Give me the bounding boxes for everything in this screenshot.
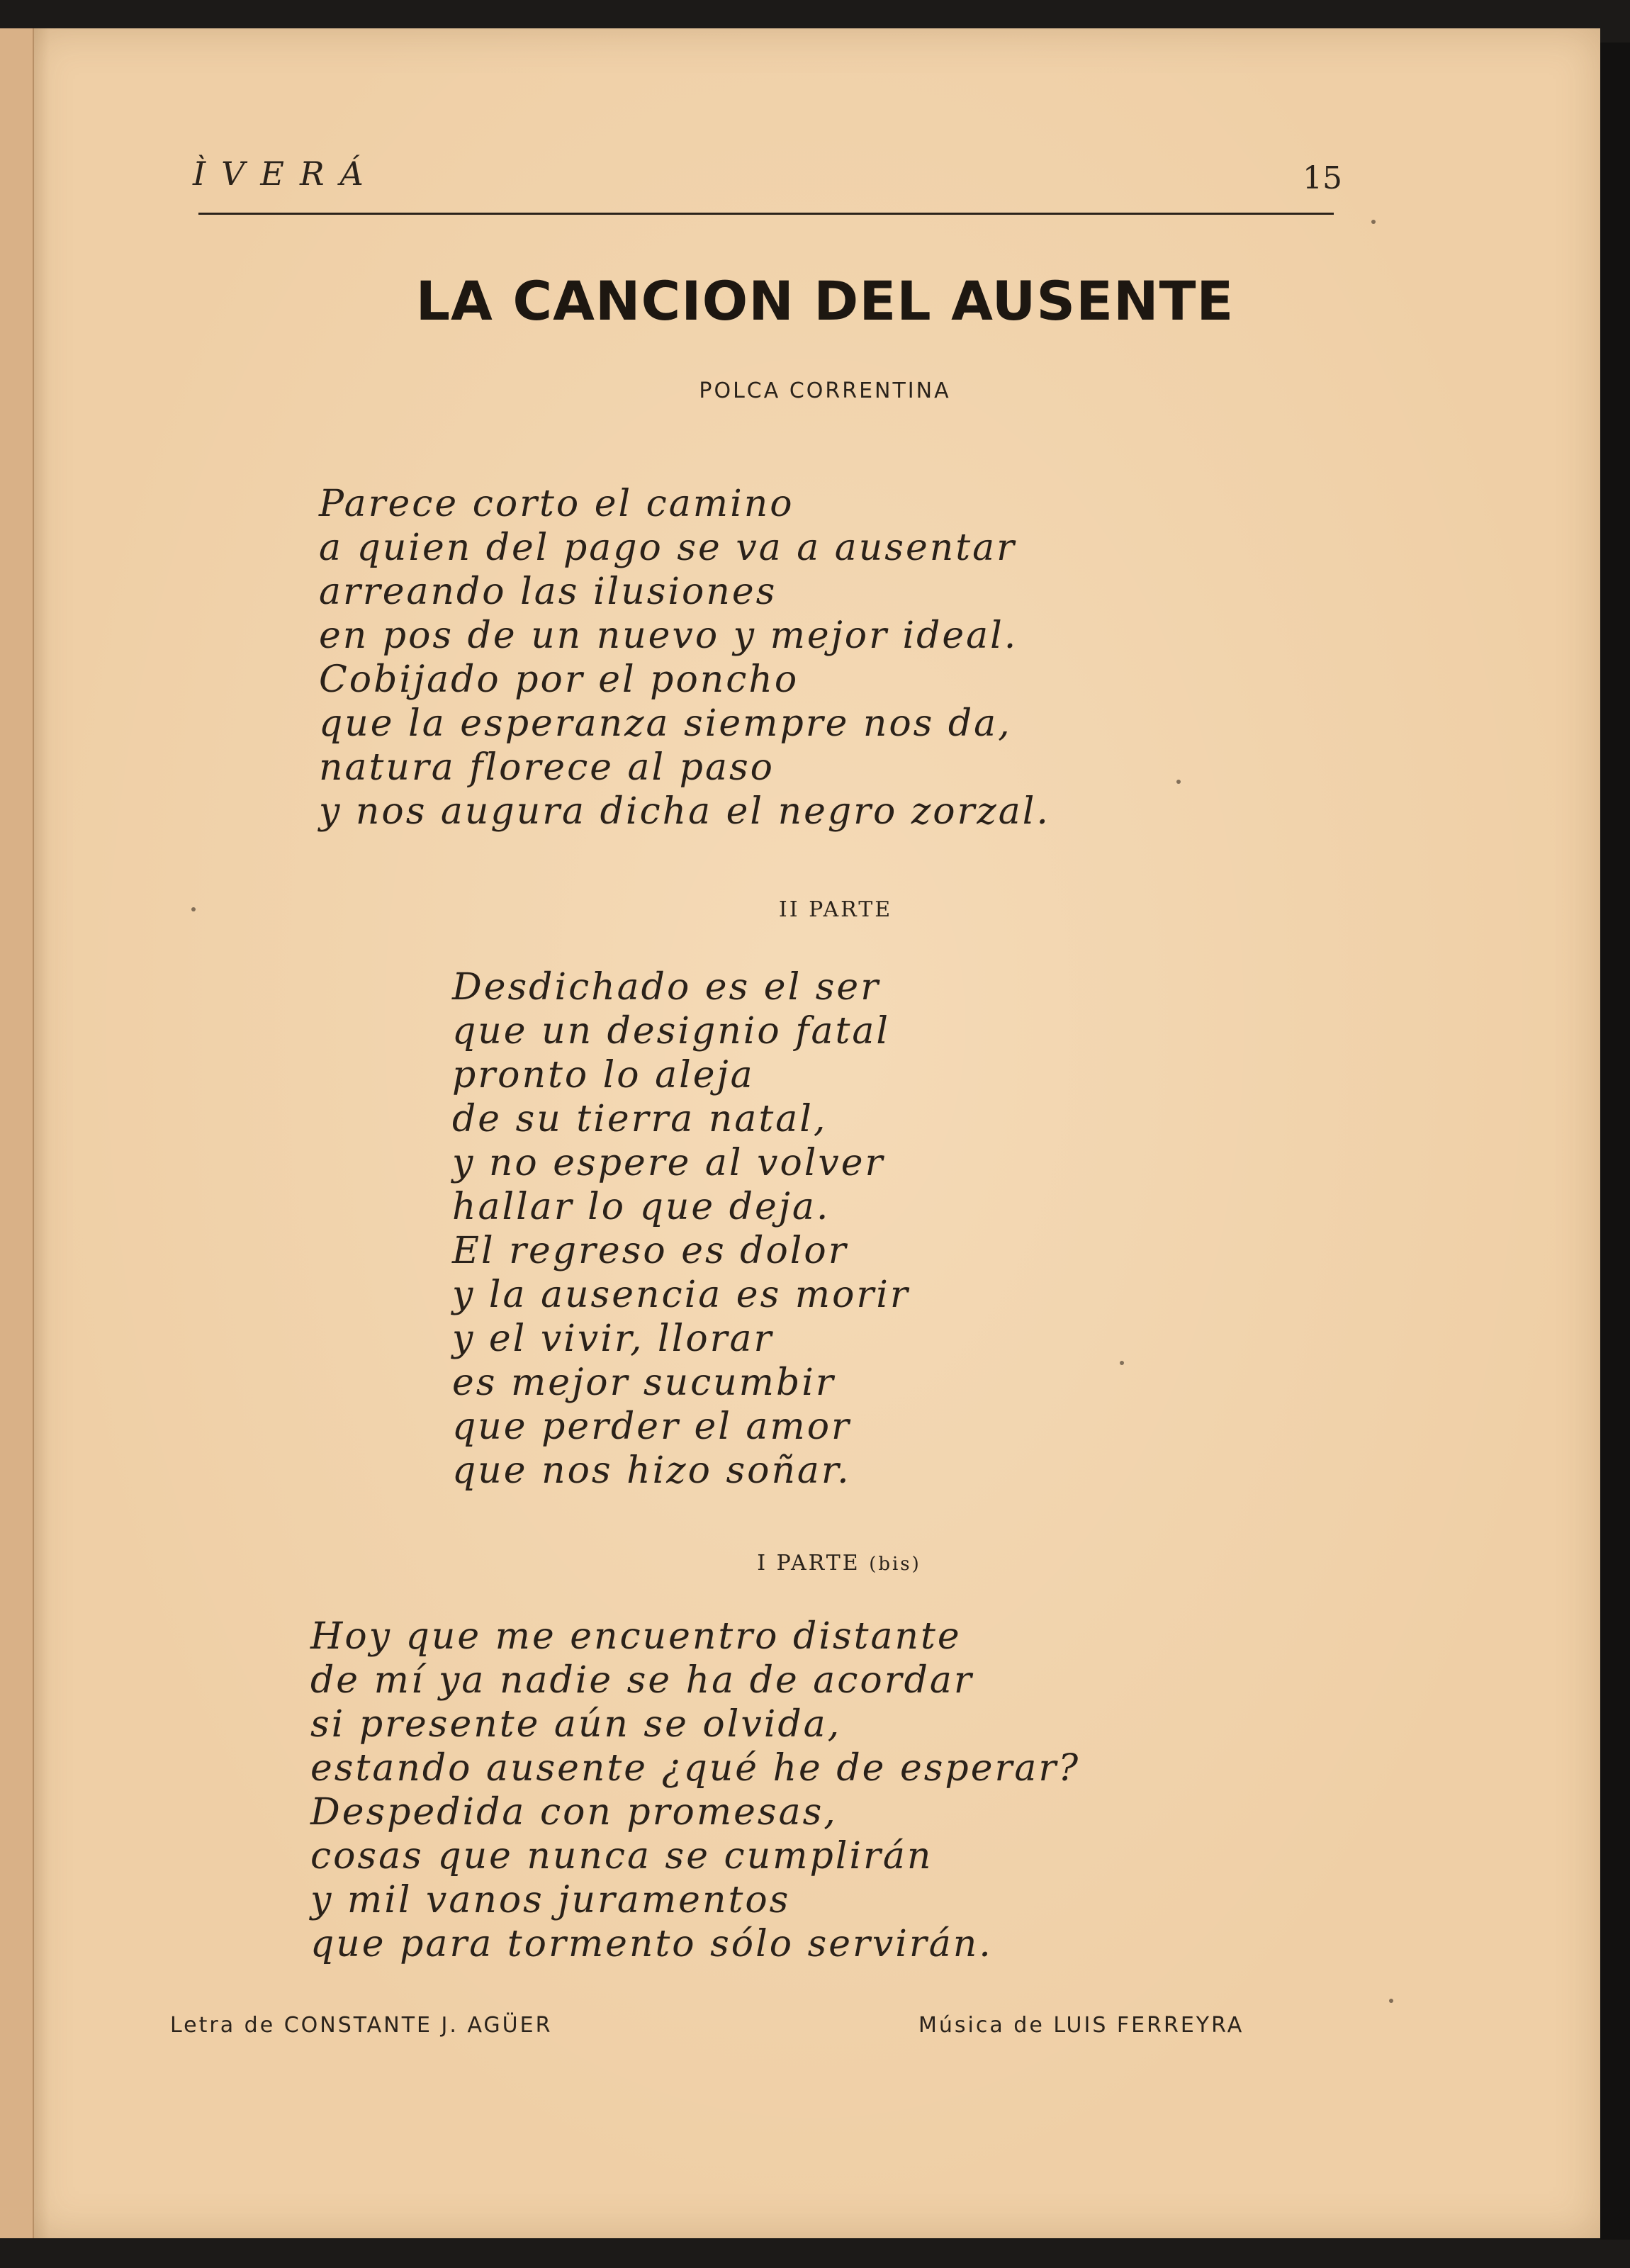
verse-line: y no espere al volver [452,1142,885,1184]
section-label-suffix: (bis) [869,1554,921,1575]
song-title: LA CANCION DEL AUSENTE [415,269,1235,332]
paper-speck [1120,1361,1124,1365]
paper-speck [191,907,196,911]
stanza-part-1 [319,482,1050,833]
verse-line: hallar lo que deja. [452,1186,831,1228]
verse-line: que nos hizo soñar. [452,1449,851,1492]
paper-speck [1389,1999,1393,2003]
verse-line: y el vivir, llorar [452,1318,774,1360]
verse-line: Parece corto el camino [319,483,794,525]
running-head: ÌVERÁ [193,155,379,193]
verse-line: que perder el amor [452,1405,851,1448]
stanza-part-3 [310,1615,1080,1966]
paper-speck [1371,220,1376,224]
verse-line: cosas que nunca se cumplirán [310,1835,933,1877]
header-rule [198,213,1334,215]
page-number: 15 [1303,160,1342,196]
verse-line: de mí ya nadie se ha de acordar [310,1659,974,1702]
verse-line: pronto lo aleja [452,1054,755,1096]
lyrics-credit: Letra de CONSTANTE J. AGÜER [170,2013,553,2038]
paper-speck [1176,780,1181,784]
verse-line: arreando las ilusiones [319,571,777,613]
verse-line: y mil vanos juramentos [310,1879,791,1921]
verse-line: Hoy que me encuentro distante [310,1615,962,1658]
binding-spine [0,28,34,2238]
verse-line: a quien del pago se va a ausentar [319,527,1016,569]
verse-line: El regreso es dolor [452,1230,848,1272]
music-credit: Música de LUIS FERREYRA [918,2013,1244,2038]
verse-line: en pos de un nuevo y mejor ideal. [319,614,1018,657]
verse-line: y la ausencia es morir [452,1274,910,1316]
verse-line: que un designio fatal [452,1010,890,1052]
verse-line: Despedida con promesas, [310,1791,838,1834]
verse-line: Cobijado por el poncho [319,658,799,701]
verse-line: estando ausente ¿qué he de esperar? [310,1747,1081,1790]
song-subtitle: POLCA CORRENTINA [699,378,951,403]
section-label-part-2: II PARTE [778,897,893,922]
verse-line: es mejor sucumbir [452,1362,836,1404]
verse-line: de su tierra natal, [452,1098,828,1140]
section-label-part-3 [28,1551,1600,1576]
scan-edge [1600,43,1630,2240]
stanza-part-2 [452,965,910,1493]
verse-line: Desdichado es el ser [452,966,881,1009]
verse-line: si presente aún se olvida, [310,1703,842,1746]
verse-line: natura florece al paso [319,746,775,789]
section-label-text: I PARTE [757,1551,860,1576]
paper-page [28,28,1600,2238]
verse-line: que para tormento sólo servirán. [310,1923,993,1965]
verse-line: y nos augura dicha el negro zorzal. [319,790,1050,833]
verse-line: que la esperanza siempre nos da, [319,702,1012,745]
